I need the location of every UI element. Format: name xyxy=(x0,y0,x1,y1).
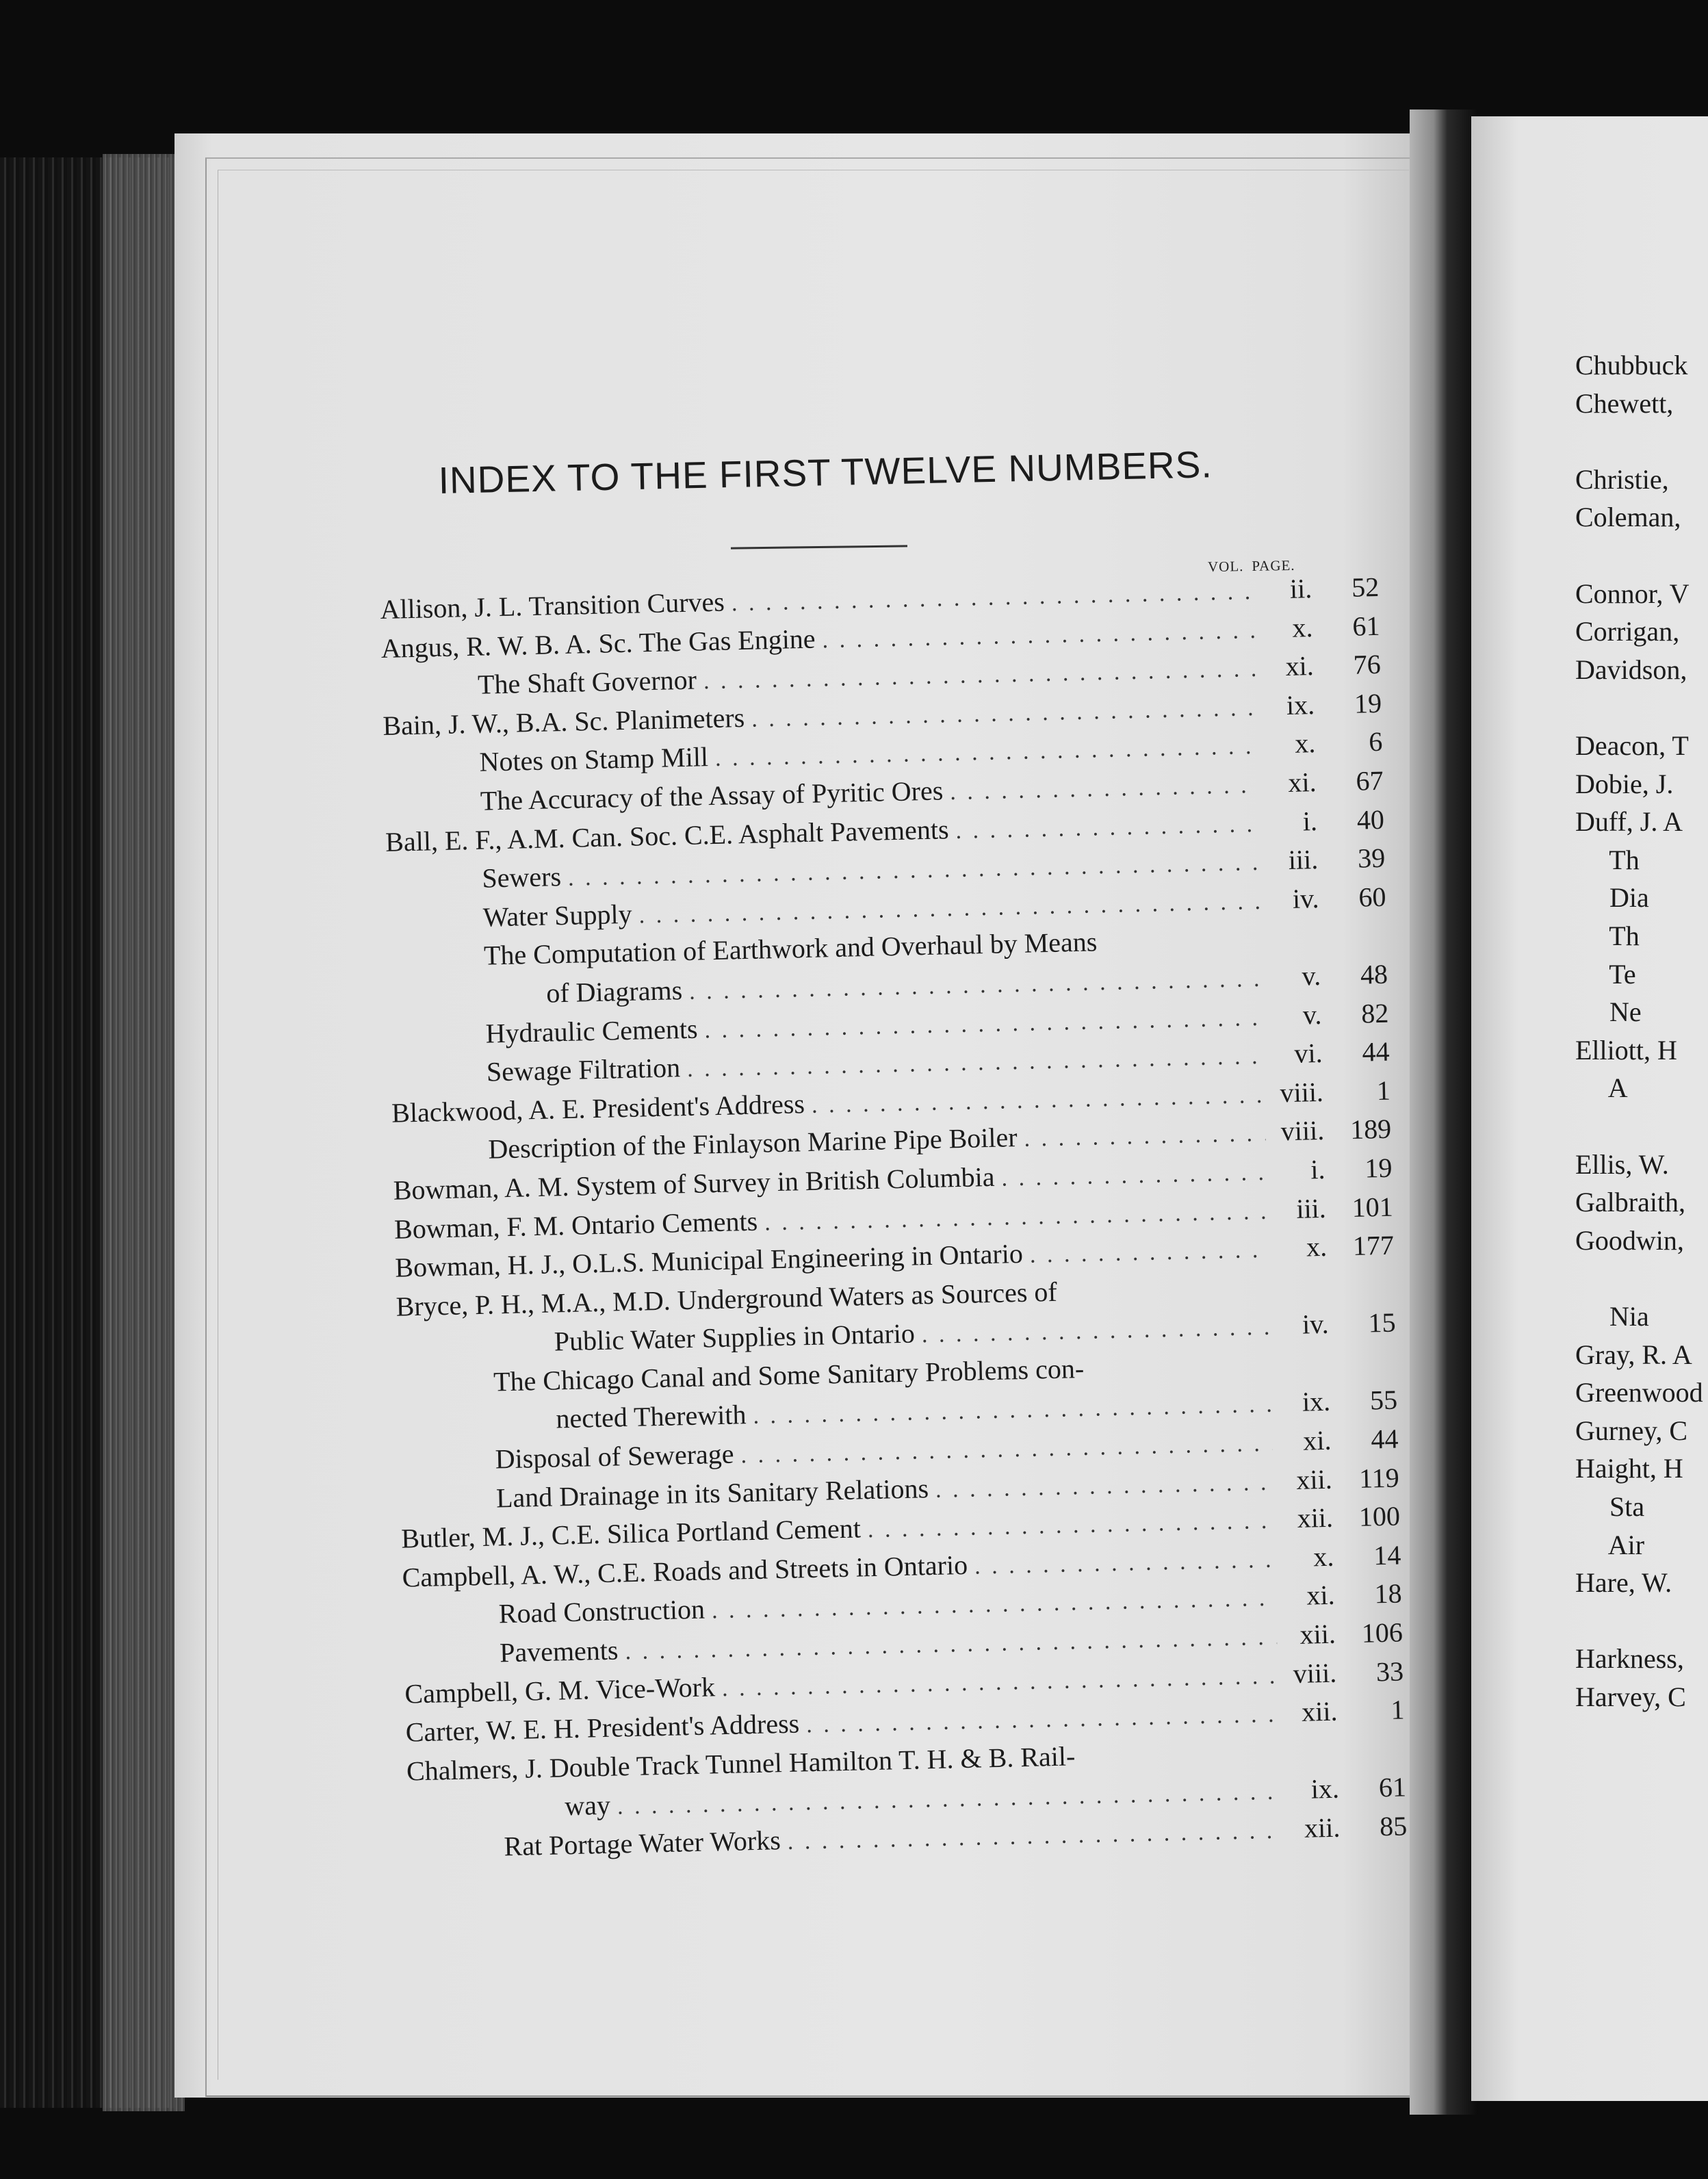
entry-page: 19 xyxy=(1364,1152,1393,1184)
entry-volume xyxy=(1273,1372,1330,1374)
entry-volume: ix. xyxy=(1302,1386,1331,1418)
entry-text: Bryce, P. H., M.A., M.D. Underground Waters as Sources of xyxy=(396,1276,1058,1322)
entry-volume: iii. xyxy=(1288,844,1319,876)
entry-volume: xii. xyxy=(1301,1695,1338,1728)
entry-text: The Shaft Governor xyxy=(477,664,697,700)
right-page-line: Chubbuck xyxy=(1575,350,1688,381)
entry-page: 15 xyxy=(1368,1306,1397,1339)
entry-text: Description of the Finlayson Marine Pipe Boiler xyxy=(487,1122,1018,1165)
right-page-line: Davidson, xyxy=(1575,654,1687,685)
right-page-line: Christie, xyxy=(1575,463,1669,495)
entry-volume: xii. xyxy=(1297,1502,1334,1534)
entry-page: 39 xyxy=(1357,842,1386,874)
entry-volume: v. xyxy=(1302,959,1321,992)
entry-volume: xi. xyxy=(1287,766,1317,798)
dot-leader xyxy=(1001,1160,1267,1192)
entry-page: 6 xyxy=(1368,726,1383,758)
entry-page: 55 xyxy=(1369,1384,1398,1416)
entry-text: Public Water Supplies in Ontario xyxy=(554,1317,916,1357)
right-page-line: Goodwin, xyxy=(1575,1224,1684,1256)
entry-page: 44 xyxy=(1370,1423,1399,1455)
entry-page: 100 xyxy=(1358,1500,1401,1533)
dot-leader xyxy=(715,734,1257,772)
entry-volume: v. xyxy=(1302,998,1322,1031)
entry-volume: x. xyxy=(1291,611,1313,643)
dot-leader xyxy=(955,812,1258,844)
page-title: INDEX TO THE FIRST TWELVE NUMBERS. xyxy=(438,443,1213,502)
entry-volume: i. xyxy=(1310,1153,1325,1185)
entry-volume xyxy=(1264,946,1320,947)
entry-text: Carter, W. E. H. President's Address xyxy=(405,1707,800,1748)
entry-text: Sewage Filtration xyxy=(486,1052,681,1087)
entry-text: Disposal of Sewerage xyxy=(495,1438,734,1475)
right-page-line: Greenwood xyxy=(1575,1377,1703,1408)
right-page-line: Th xyxy=(1575,844,1640,875)
entry-volume xyxy=(1282,1759,1338,1760)
entry-page: 76 xyxy=(1353,649,1382,680)
right-page-line: Sta xyxy=(1575,1491,1645,1522)
right-page-line: Ne xyxy=(1575,996,1642,1028)
entry-text: Bowman, H. J., O.L.S. Municipal Engineering in Ontario xyxy=(394,1238,1024,1283)
entry-page: 177 xyxy=(1352,1229,1395,1262)
dot-leader xyxy=(704,1005,1263,1044)
dot-leader xyxy=(764,1198,1267,1236)
right-page-line: Elliott, H xyxy=(1575,1034,1677,1066)
dot-leader xyxy=(753,1392,1272,1430)
dot-leader xyxy=(1029,1237,1268,1269)
page-stack xyxy=(103,154,185,2111)
right-page-line: Gray, R. A xyxy=(1575,1339,1692,1370)
entry-volume: viii. xyxy=(1293,1657,1337,1689)
entry-page: 18 xyxy=(1374,1577,1403,1610)
entry-page: 33 xyxy=(1375,1655,1404,1687)
entry-text: The Accuracy of the Assay of Pyritic Ores xyxy=(480,775,944,816)
entry-volume: xi. xyxy=(1306,1580,1336,1612)
dot-leader xyxy=(868,1508,1275,1543)
right-page-line: Galbraith, xyxy=(1575,1187,1686,1218)
entry-volume: iii. xyxy=(1295,1192,1327,1224)
entry-page: 40 xyxy=(1356,803,1385,836)
entry-volume: ix. xyxy=(1286,688,1315,721)
entry-text: Bain, J. W., B.A. Sc. Planimeters xyxy=(382,701,745,741)
right-page-line: Te xyxy=(1575,958,1636,990)
dot-leader xyxy=(703,656,1256,695)
entry-volume: viii. xyxy=(1280,1115,1325,1147)
entry-text: Allison, J. L. Transition Curves xyxy=(380,586,725,625)
right-page-line: Th xyxy=(1575,920,1640,951)
entry-text: Sewers xyxy=(481,861,562,894)
entry-page: 1 xyxy=(1376,1074,1391,1106)
entry-text: Blackwood, A. E. President's Address xyxy=(391,1087,805,1129)
dot-leader xyxy=(806,1702,1279,1739)
entry-page: 101 xyxy=(1351,1191,1394,1223)
dot-leader xyxy=(921,1315,1270,1349)
entry-volume: xii. xyxy=(1299,1618,1336,1650)
right-page-line: Gurney, C xyxy=(1575,1415,1688,1446)
entry-volume: x. xyxy=(1306,1230,1328,1263)
entry-volume: i. xyxy=(1302,805,1318,837)
entry-page: 60 xyxy=(1358,881,1386,913)
book-gutter xyxy=(1410,109,1478,2115)
entry-text: Land Drainage in its Sanitary Relations xyxy=(495,1472,929,1514)
dot-leader xyxy=(689,966,1263,1005)
entry-page: 106 xyxy=(1361,1616,1403,1649)
entry-volume xyxy=(1272,1295,1328,1296)
right-page-line: Chewett, xyxy=(1575,387,1674,419)
dot-leader xyxy=(712,1586,1277,1625)
right-page-line: Duff, J. A xyxy=(1575,806,1683,838)
dot-leader xyxy=(822,618,1254,654)
entry-volume: xi. xyxy=(1302,1424,1332,1456)
entry-page: 44 xyxy=(1362,1035,1390,1068)
right-page-line: Harkness, xyxy=(1575,1643,1684,1675)
entry-text: Bowman, F. M. Ontario Cements xyxy=(393,1205,758,1245)
right-page-line: Deacon, T xyxy=(1575,730,1689,761)
dot-leader xyxy=(751,695,1256,733)
entry-text: Campbell, G. M. Vice-Work xyxy=(404,1671,716,1710)
right-page-line: Ellis, W. xyxy=(1575,1148,1669,1180)
entry-page: 52 xyxy=(1351,571,1380,603)
entry-page: 67 xyxy=(1356,764,1384,797)
page-heading: PAGE. xyxy=(1252,556,1295,574)
entry-volume: x. xyxy=(1294,727,1316,760)
entry-volume: xii. xyxy=(1295,1463,1333,1495)
entry-text: Water Supply xyxy=(482,898,633,933)
entry-text: of Diagrams xyxy=(545,975,683,1009)
dot-leader xyxy=(740,1431,1273,1469)
entry-volume: ii. xyxy=(1289,573,1312,604)
entry-volume: xii. xyxy=(1304,1811,1341,1844)
right-page-line: Corrigan, xyxy=(1575,616,1680,647)
dot-leader xyxy=(974,1547,1276,1580)
dot-leader xyxy=(722,1663,1278,1701)
entry-page xyxy=(1338,1757,1406,1759)
right-page-line: Coleman, xyxy=(1575,502,1681,533)
entry-page: 61 xyxy=(1378,1771,1407,1803)
right-page-line: Connor, V xyxy=(1575,578,1690,609)
right-page-line: Harvey, C xyxy=(1575,1681,1686,1712)
right-page-line: Air xyxy=(1575,1529,1645,1560)
dot-leader xyxy=(812,1083,1265,1119)
entry-volume: ix. xyxy=(1310,1773,1340,1805)
right-page-line: Hare, W. xyxy=(1575,1567,1672,1599)
entry-page: 19 xyxy=(1354,687,1382,719)
entry-text: Rat Portage Water Works xyxy=(504,1825,781,1862)
entry-text: nected Therewith xyxy=(555,1399,747,1434)
entry-volume: viii. xyxy=(1280,1076,1324,1109)
entry-text: Road Construction xyxy=(498,1594,706,1629)
entry-page: 61 xyxy=(1351,610,1380,642)
right-page-line: Dia xyxy=(1575,882,1649,914)
entry-text: Hydraulic Cements xyxy=(485,1013,698,1049)
entry-page xyxy=(1330,1370,1397,1371)
dot-leader xyxy=(638,889,1260,929)
entry-page: 48 xyxy=(1360,958,1388,990)
vol-heading: VOL. xyxy=(1207,558,1244,576)
entry-text: Butler, M. J., C.E. Silica Portland Cement xyxy=(400,1512,862,1554)
entry-text: Ball, E. F., A.M. Can. Soc. C.E. Asphalt Pavements xyxy=(385,813,950,858)
right-page-line: Nia xyxy=(1575,1301,1649,1332)
entry-volume: x. xyxy=(1312,1540,1334,1573)
right-page-line: A xyxy=(1575,1072,1628,1104)
entry-text: Campbell, A. W., C.E. Roads and Streets in Ontario xyxy=(402,1549,968,1593)
dot-leader xyxy=(687,1044,1264,1083)
dot-leader xyxy=(787,1818,1281,1855)
entry-volume: vi. xyxy=(1293,1037,1323,1069)
entry-text: Notes on Stamp Mill xyxy=(479,741,709,778)
entry-volume: iv. xyxy=(1292,882,1319,914)
entry-volume: xi. xyxy=(1285,650,1315,682)
entry-page: 189 xyxy=(1349,1113,1392,1146)
entry-text: The Computation of Earthwork and Overhaul by Means xyxy=(483,926,1098,972)
right-page-text xyxy=(1575,349,1708,1991)
entry-text: Pavements xyxy=(499,1634,619,1668)
entry-text: Chalmers, J. Double Track Tunnel Hamilton T. H. & B. Rail- xyxy=(406,1740,1076,1787)
entry-page xyxy=(1320,944,1387,946)
entry-text: way xyxy=(564,1790,611,1822)
right-page-line: Haight, H xyxy=(1575,1453,1683,1484)
right-page-line: Dobie, J. xyxy=(1575,768,1674,799)
entry-text: Bowman, A. M. System of Survey in British Columbia xyxy=(393,1161,995,1206)
dot-leader xyxy=(950,773,1258,805)
dot-leader xyxy=(1024,1121,1266,1152)
entry-page xyxy=(1328,1293,1395,1294)
dot-leader xyxy=(731,579,1253,617)
entry-page: 82 xyxy=(1360,997,1389,1029)
entry-volume: iv. xyxy=(1302,1308,1330,1340)
entry-page: 14 xyxy=(1373,1539,1401,1571)
entry-page: 1 xyxy=(1390,1694,1405,1726)
index-list xyxy=(380,571,1408,1871)
entry-text: Angus, R. W. B. A. Sc. The Gas Engine xyxy=(380,623,816,664)
entry-text: The Chicago Canal and Some Sanitary Problems con- xyxy=(493,1352,1085,1397)
entry-page: 119 xyxy=(1358,1462,1400,1494)
entry-page: 85 xyxy=(1379,1810,1408,1842)
dot-leader xyxy=(935,1469,1274,1503)
